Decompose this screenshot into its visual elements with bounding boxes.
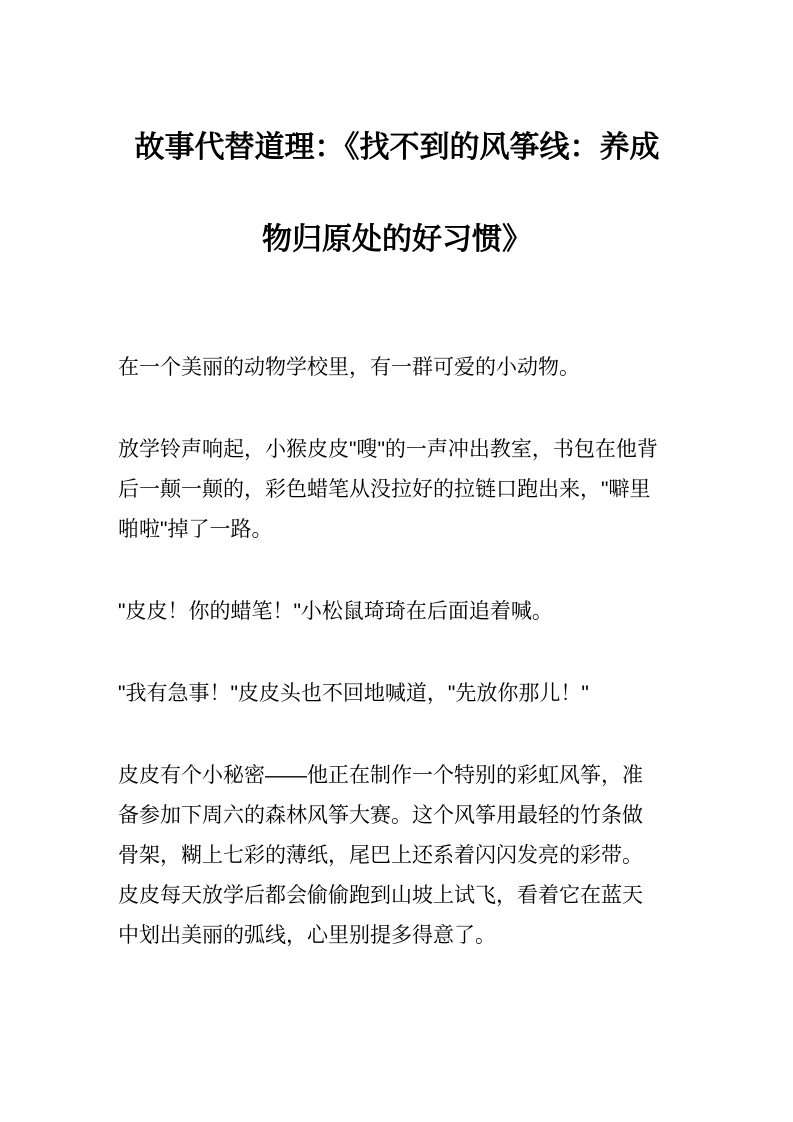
paragraph-line: 骨架，糊上七彩的薄纸，尾巴上还系着闪闪发亮的彩带。 (118, 844, 643, 867)
paragraph-line: 中划出美丽的弧线，心里别提多得意了。 (118, 924, 496, 947)
paragraph-line: 啪啦"掉了一路。 (118, 518, 273, 541)
paragraph-line: 在一个美丽的动物学校里，有一群可爱的小动物。 (118, 356, 580, 379)
document-title-line-2: 物归原处的好习惯》 (262, 223, 532, 256)
paragraph-line: 皮皮有个小秘密——他正在制作一个特别的彩虹风筝，准 (118, 764, 643, 787)
paragraph (118, 756, 676, 956)
paragraph (118, 674, 676, 714)
paragraph-line: 放学铃声响起，小猴皮皮"嗖"的一声冲出教室，书包在他背 (118, 438, 658, 461)
document-title (118, 102, 676, 286)
paragraph (118, 592, 676, 632)
document-body (118, 348, 676, 956)
paragraph (118, 348, 676, 388)
paragraph (118, 430, 676, 550)
paragraph-line: "我有急事！"皮皮头也不回地喊道，"先放你那儿！" (118, 682, 589, 705)
paragraph-line: 后一颠一颠的，彩色蜡笔从没拉好的拉链口跑出来，"噼里 (118, 478, 651, 501)
paragraph-line: 备参加下周六的森林风筝大赛。这个风筝用最轻的竹条做 (118, 804, 643, 827)
paragraph-line: 皮皮每天放学后都会偷偷跑到山坡上试飞，看着它在蓝天 (118, 884, 643, 907)
paragraph-line: "皮皮！你的蜡笔！"小松鼠琦琦在后面追着喊。 (118, 600, 553, 623)
document-title-line-1: 故事代替道理：《找不到的风筝线：养成 (134, 131, 660, 164)
